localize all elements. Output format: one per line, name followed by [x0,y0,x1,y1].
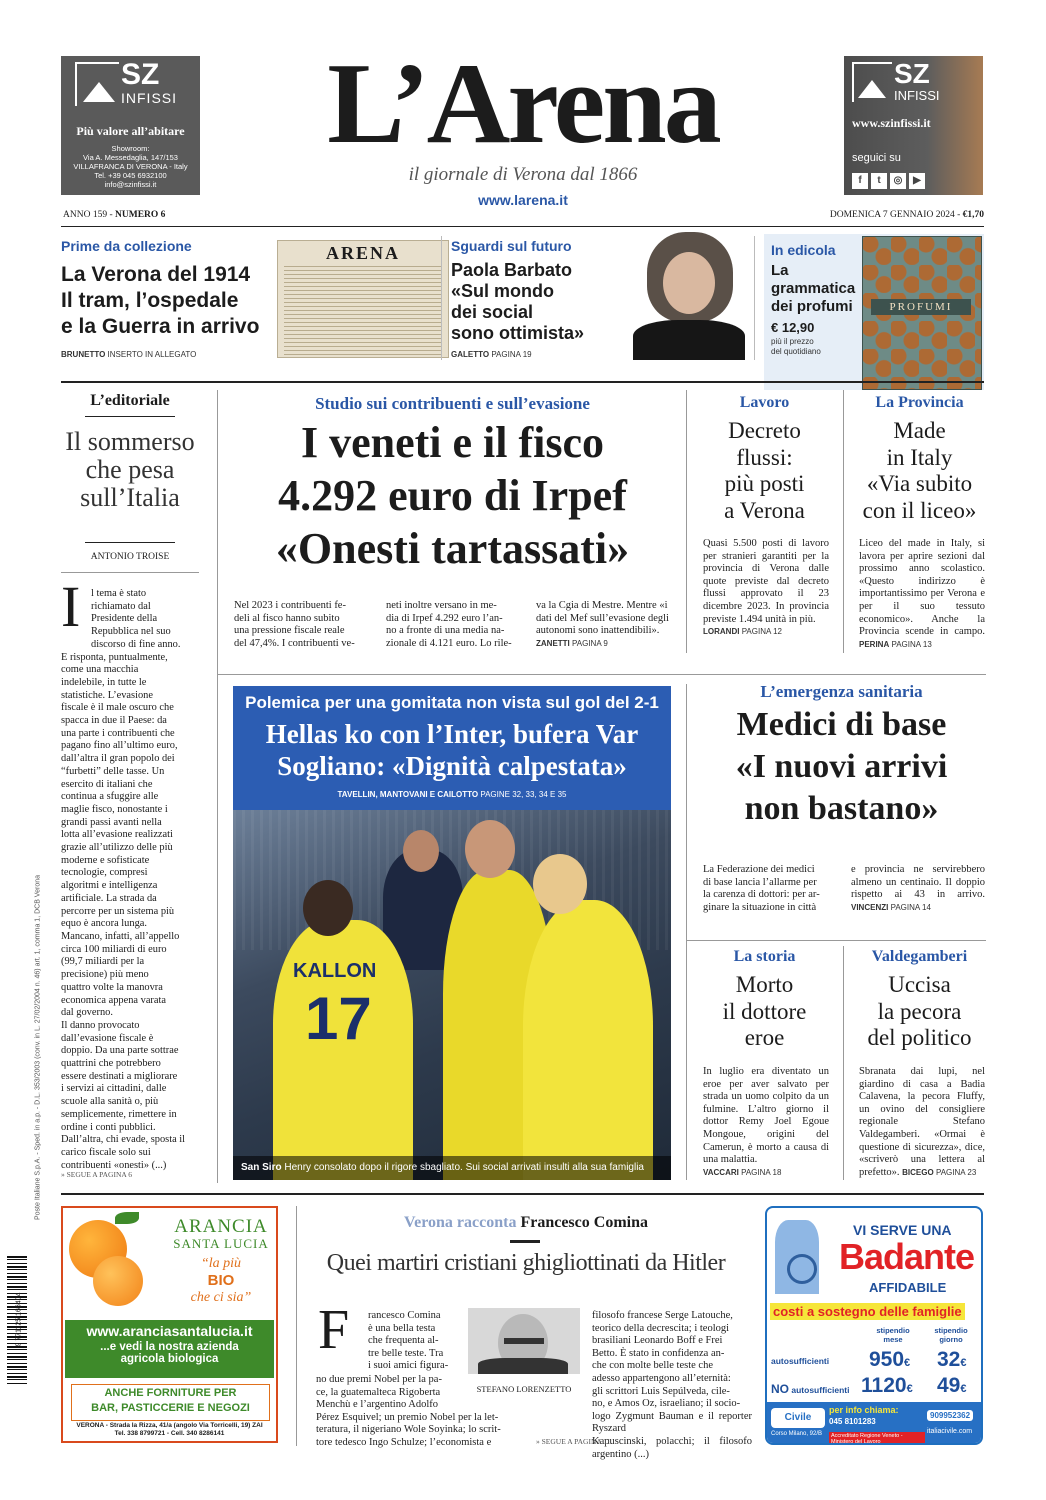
sport-headline: Hellas ko con l’Inter, bufera Var Sogliano: «Dignità calpestata» [265,719,639,781]
promo-2-title: Paola Barbato «Sul mondo dei social sono ottimista» [451,260,585,343]
divider [217,390,218,1183]
story-comina[interactable] [296,1206,756,1460]
editorial-line: precisione) più meno [61,969,149,981]
badante-footer: Civile Corso Milano, 92/B per info chiama: 045 8101283 909952362 italiacivile.com Accreditato Regione Veneto - Ministero del Lavoro [767,1402,983,1445]
twitter-icon[interactable]: t [871,173,887,189]
editorial-line: economica appena varata [61,994,166,1006]
sport-sig: TAVELLIN, MANTOVANI E CAILOTTO PAGINE 32, 33, 34 E 35 [337,790,567,799]
comina-line: adesso appartengono all’eternità: [592,1372,731,1384]
promo-3-kicker: In edicola [771,242,836,258]
masthead-title: L’Arena [327,40,719,168]
promo-2-sig: GALETTO PAGINA 19 [451,350,532,359]
editorial-line: Presidente della [91,613,158,625]
divider [85,416,175,417]
comina-line: i suoi amici figura- [368,1360,449,1372]
lavoro-kicker: Lavoro [739,394,790,411]
valdegamberi-headline: Uccisa la pecora del politico [867,972,972,1050]
editorial-line: circa 100 miliardi di euro [61,943,167,955]
house-icon [83,82,115,102]
storia-kicker: La storia [733,948,796,965]
comina-line: brasiliani Leonardo Boff e Frei [592,1335,723,1347]
divider [843,390,844,653]
badante-row1-label: autosufficienti [771,1356,830,1366]
jersey-number: 17 [305,985,372,1052]
lead-line: del 47,4%. I contribuenti ve- [234,637,355,649]
barcode-number: 9 771125 166404 [15,1292,23,1347]
lead-col-2 [386,600,522,650]
promo-profumi[interactable] [764,234,984,390]
arancia-address: VERONA - Strada la Rizza, 41/a (angolo Via Torricelli, 19) ZAI Tel. 338 8799721 - Cell. 340 8286141 [76,1422,263,1437]
valdegamberi-body: Sbranata dai lupi, nel giardino di casa a Badia Calavena, la pecora Fluffy, un ovino del consigliere regionale Stefano Valdegamberi. «Ormai è questione di sicurezza», dice, «scriverò una lettera al prefetto». BICEGO PAGINA 23 [859,1066,985,1178]
house-icon [858,80,886,98]
ad-right-follow: seguici su [852,152,901,164]
sanita-line: La Federazione dei medici [703,864,815,875]
portrait-photo [629,224,747,360]
editorial-line: come una macchia [61,664,139,676]
arancia-slogan-2: BIO [207,1272,235,1289]
editorial-line: equo è ancora lunga. [61,918,147,930]
arancia-url[interactable]: www.aranciasantalucia.it [86,1323,253,1339]
promo-1-sig: BRUNETTO INSERTO IN ALLEGATO [61,350,197,359]
masthead-rule [61,226,984,227]
valdegamberi-kicker: Valdegamberi [871,948,968,965]
editorial-line: Il danno provocato [61,1019,140,1031]
storia-headline: Morto il dottore eroe [722,972,807,1050]
lead-line: Nel 2023 i contribuenti fe- [234,600,346,611]
divider [61,572,199,573]
lead-line: una pressione fiscale reale [234,625,345,637]
comina-col-2 [592,1310,752,1461]
ad-left-contacts [61,144,200,189]
ad-left-logo-sub: INFISSI [121,90,178,106]
issue-info: ANNO 159 - NUMERO 6 [63,210,166,220]
editorial-line: scuole alla sanità o, più [61,1096,159,1108]
facebook-icon[interactable]: f [852,173,868,189]
sport-story[interactable] [233,686,671,1180]
comina-line: filosofo francese Serge Latouche, [592,1310,733,1321]
author-photo-caption: STEFANO LORENZETTO [476,1384,572,1394]
anno: ANNO 159 [63,210,108,220]
editorial-line: statistiche. L’evasione [61,689,153,701]
sanita-col-1 [703,864,839,914]
badante-phone-2[interactable]: 909952362 [927,1410,973,1421]
divider [85,542,175,543]
issue-price: €1,70 [962,210,984,220]
comina-line: ce, la guatemalteca Rigoberta [316,1386,441,1398]
ad-right-url[interactable]: www.szinfissi.it [852,116,931,130]
badante-row2-v1: 1120€ [861,1374,913,1397]
lead-story[interactable] [229,386,676,656]
ad-contact-line: Via A. Messedaglia, 147/153 [83,153,178,162]
editorial-line: moderne e sofisticate [61,854,150,866]
youtube-icon[interactable]: ▶ [909,173,925,189]
lead-col-1 [234,600,370,650]
story-provincia[interactable] [853,386,986,654]
editorial-line: ordine i conti pubblici. [61,1121,156,1133]
promo-3-price: € 12,90 [771,320,815,335]
editorial-body [61,588,199,1172]
comina-line: logo Zygmunt Bauman e il reporter Ryszard [592,1410,752,1435]
story-storia[interactable] [697,942,832,1182]
comina-line: che frequenta al- [368,1335,439,1347]
comina-line: Kapuscinski, polacchi; il filosofo argentino (...) [592,1435,752,1460]
editorial-line: semplicemente, rimettere in [61,1108,177,1120]
editorial-line: quattro volte la manovra [61,981,163,993]
badante-line2: Badante [839,1236,975,1277]
badante-row2-label: NO autosufficienti [771,1382,850,1396]
postal-notice: Poste Italiane S.p.A. - Sped. in a.p. - D.L. 353/2003 (conv. in L. 27/02/2004 n. 46) art. 1, comma 1, DCB Verona [34,875,42,1221]
promo-3-title: La grammatica dei profumi [771,262,856,315]
sanita-line: ginare la situazione in città [703,901,817,913]
lavoro-body: Quasi 5.500 posti di lavoro per stranieri garantiti per la provincia di Verona dalle quote previste dal decreto flussi approvato il 23 dicembre 2023. In provincia previste 1.494 unità in più. LORANDI PAGINA 12 [703,538,829,637]
arancia-slogan-3: che ci sia” [190,1290,252,1305]
jersey-name: KALLON [293,960,377,982]
divider [510,1240,540,1243]
ad-sz-infissi-right[interactable] [844,56,983,195]
provincia-headline: Made in Italy «Via subito con il liceo» [862,418,977,523]
comina-line: tre belle teste. Tra [368,1347,444,1359]
comina-line: è una bella testa [368,1322,436,1334]
ad-contact-line: Tel. +39 045 6932100 [94,171,167,180]
story-valdegamberi[interactable] [853,942,986,1182]
editorial-line: grandi passi avanti nella [61,816,162,828]
badante-col2: stipendio giorno [934,1326,968,1344]
editorial-line: lotta all’evasione realizzati [61,829,173,841]
editorial-line: tecnologie, compresi [61,867,148,879]
section-rule [61,381,984,383]
editorial-line: Repubblica nel suo [91,626,171,638]
editorial-line: contribuenti «onesti» (...) [61,1159,167,1171]
promo-3-price-note: più il prezzo del quotidiano [771,337,821,356]
comina-line: no due premi Nobel per la pa- [316,1374,442,1385]
lead-line: zionale di 4.121 euro. Lo rile- [386,637,512,649]
issue-date: DOMENICA 7 GENNAIO 2024 [829,210,955,220]
comina-line: che con molte belle teste che [592,1360,713,1372]
provincia-body: Liceo del made in Italy, si lavora per aprire sezioni dal prossimo anno scolastico. «Questo indirizzo è importantissimo per Verona e per il suo tessuto economico». Anche la Provincia scende in campo. PERINA PAGINA 13 [859,538,985,649]
editorial-dropcap: I [61,574,81,639]
comina-kicker: Verona racconta Francesco Comina [404,1214,648,1231]
instagram-icon[interactable]: ◎ [890,173,906,189]
ad-left-logo: SZ [121,58,160,91]
sanita-headline: Medici di base «I nuovi arrivi non bastano» [735,706,948,827]
promo-2-kicker: Sguardi sul futuro [451,238,572,254]
badante-brand: Civile [771,1408,825,1428]
ad-contact-line: VILLAFRANCA DI VERONA - Italy [73,162,188,171]
divider [843,946,844,1180]
badante-line4: costi a sostegno delle famiglie [770,1303,965,1320]
editorial-column[interactable] [61,386,199,1186]
editorial-line: doppio. Da una parte sottrae [61,1045,179,1057]
divider [441,236,442,360]
editorial-line: esercito di italiani che [61,778,153,790]
editorial-line: dall’altra il gran popolo dei [61,753,175,765]
divider [754,236,755,360]
old-newspaper-image: ARENA [277,240,449,358]
editorial-continue[interactable]: » SEGUE A PAGINA 6 [61,1170,132,1179]
badante-row1-v2: 32€ [937,1348,967,1371]
editorial-line: una parte i contribuenti che [61,727,175,739]
editorial-line: continua a sfuggire alle [61,791,159,803]
comina-dropcap: F [318,1299,350,1361]
ad-right-logo-sub: INFISSI [894,88,940,103]
ad-left-slogan: Più valore all’abitare [76,124,185,138]
sport-kicker: Polemica per una gomitata non vista sul gol del 2-1 [245,693,659,712]
sanita-line: la carenza di dottori: per ar- [703,889,820,901]
photo-caption: San Siro Henry consolato dopo il rigore sbagliato. Sui social arrivati insulti alla sua famiglia [233,1156,671,1180]
comina-line: rancesco Comina [368,1310,441,1321]
comina-line: tore tedesco Ingo Schulze; l’economista e [316,1436,492,1448]
editorial-line: “furbetti” delle tasse. Un [61,765,165,777]
badante-row2-v2: 49€ [937,1374,967,1397]
editorial-line: dall’evasione fiscale è [61,1032,154,1044]
promo-collezione[interactable] [61,234,437,364]
orange-image [93,1256,143,1306]
lead-line: dia di Irpef 4.292 euro l’an- [386,612,503,624]
divider [296,1206,297,1446]
comina-line: Pérez Esquivel; un premio Nobel per la let- [316,1411,499,1423]
arancia-green-band: www.aranciasantalucia.it ...e vedi la nostra azienda agricola biologica [65,1320,274,1378]
social-icons [852,170,928,189]
masthead-tagline: il giornale di Verona dal 1866 [408,164,638,185]
editorial-line: maglie fisco, nonostante i [61,803,168,815]
comina-headline: Quei martiri cristiani ghigliottinati da Hitler [326,1250,726,1276]
editorial-line: l tema è stato [91,588,147,599]
story-sanita[interactable] [697,678,986,928]
editorial-line: percorre per un sistema più [61,905,175,917]
promo-barbato[interactable] [451,234,751,364]
editorial-line: artificiale. La strada da [61,892,157,904]
badante-line1: VI SERVE UNA [853,1222,952,1238]
football-photo [233,810,671,1180]
editorial-title: Il sommerso che pesa sull’Italia [65,427,195,512]
arancia-brand: ARANCIA [174,1216,268,1237]
lead-col-3: va la Cgia di Mestre. Mentre «i dati del Mef sull’evasione degli autonomi sono inattendibili». ZANETTI PAGINA 9 [536,600,669,648]
provincia-kicker: La Provincia [875,394,964,411]
editorial-line: Dall’altra, chi evade, sposta il [61,1134,186,1146]
comina-line: Menchù e l’argentino Adolfo [316,1399,438,1411]
sanita-col-2: e provincia ne servirebbero almeno un centinaio. Il doppio rispetto ai 43 in arrivo. VINCENZI PAGINA 14 [851,864,985,912]
arancia-slogan-1: “la più [200,1256,242,1271]
section-rule [61,1193,984,1195]
lead-line: no a fronte di una media na- [386,625,505,637]
ad-right-logo: SZ [894,58,930,89]
lavoro-headline: Decreto flussi: più posti a Verona [724,418,805,523]
arancia-forniture: ANCHE FORNITURE PER BAR, PASTICCERIE E NEGOZI [71,1384,270,1421]
editorial-line: E risponta, puntualmente, [61,651,168,663]
lead-line: deli al fisco hanno subito [234,612,340,624]
badante-line3: AFFIDABILE [869,1280,947,1295]
arancia-brand-sub: SANTA LUCIA [173,1236,269,1251]
comina-line: no, e Amos Oz, israeliano; il socio- [592,1398,741,1410]
comina-col-1-top [368,1310,453,1373]
comina-line: Betto. È stato in confidenza an- [592,1347,725,1359]
editorial-line: fiscale è il male oscuro che [61,702,174,714]
editorial-line: richiamato dal [91,600,151,612]
numero: NUMERO 6 [115,210,166,220]
editorial-line: algoritmi e intelligenza [61,880,158,892]
masthead-url[interactable]: www.larena.it [478,192,568,208]
divider [686,684,687,1180]
editorial-line: indelebile, in tutte le [61,676,147,688]
divider [686,390,687,653]
storia-body: In luglio era diventato un eroe per aver salvato per strada un uomo colpito da un fulmine. L’altro giorno il dottor Remy Joel Egoue Mongoue, origini del Camerun, è morto a causa di una malattia. VACCARI PAGINA 18 [703,1066,829,1177]
section-rule [687,940,986,941]
badante-accredit: Accreditato Regione Veneto - Ministero del Lavoro [829,1432,925,1445]
section-rule [218,674,986,675]
ad-contact-line: info@szinfissi.it [104,180,157,189]
lead-headline: I veneti e il fisco 4.292 euro di Irpef «Onesti tartassati» [275,418,630,573]
promo-1-title: La Verona del 1914 Il tram, l’ospedale e la Guerra in arrivo [61,263,260,338]
ad-badante[interactable] [765,1206,983,1445]
editorial-line: Mancano, infatti, all’appello [61,930,180,942]
editorial-line: carico fiscale solo sui [61,1146,151,1158]
story-lavoro[interactable] [697,386,832,654]
editorial-line: grazie all’utilizzo delle più [61,842,173,854]
wheelchair-icon [787,1254,817,1284]
sanita-kicker: L’emergenza sanitaria [760,682,923,701]
comina-line: teorico della decrescita; i teologi [592,1322,730,1334]
sanita-line: di base lancia l’allarme per [703,876,817,888]
ad-contact-line: Showroom: [111,144,150,153]
promo-1-kicker: Prime da collezione [61,238,192,254]
editorial-line: essere destinati a migliorare [61,1070,178,1082]
editorial-author: ANTONIO TROISE [90,552,170,562]
lead-kicker: Studio sui contribuenti e sull’evasione [315,394,590,413]
badante-row1-v1: 950€ [869,1348,911,1371]
editorial-kicker: L’editoriale [90,392,170,409]
editorial-line: quattrini che potrebbero [61,1058,161,1070]
badante-phone[interactable]: 045 8101283 [829,1417,876,1426]
comina-line: teratura, il nigeriano Wole Soyinka; lo scrit- [316,1424,501,1436]
comina-line: gli scrittori Luis Sepúlveda, cile- [592,1385,730,1397]
comina-continue[interactable]: » SEGUE A PAGINA 11 [536,1437,611,1446]
editorial-line: spacca in due il Paese: da [61,715,167,727]
editorial-line: discorso di fine anno. [91,638,181,650]
editorial-line: dal governo. [61,1007,113,1019]
date-price: DOMENICA 7 GENNAIO 2024 - €1,70 [829,210,984,220]
lead-line: neti inoltre versano in me- [386,600,497,611]
badante-col1: stipendio mese [876,1326,910,1344]
editorial-line: (99,7 miliardi per la [61,956,145,968]
ad-arancia-santa-lucia[interactable] [61,1206,278,1443]
ad-sz-infissi-left[interactable] [61,56,200,195]
editorial-line: i servizi ai cittadini, dalle [61,1083,167,1095]
badante-web[interactable]: italiacivile.com [927,1428,973,1435]
leaf-icon [115,1212,139,1224]
author-photo [468,1308,580,1374]
book-cover: PROFUMI [862,236,982,390]
editorial-line: pagano fino all’ultimo euro, [61,740,178,752]
